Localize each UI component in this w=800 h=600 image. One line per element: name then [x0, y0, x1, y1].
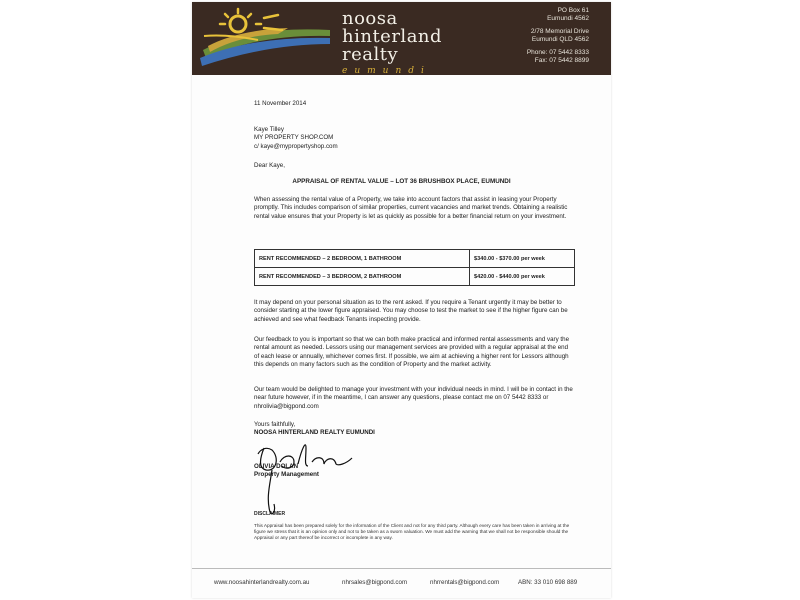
rent-table [254, 249, 575, 286]
sign-off: Yours faithfully, [254, 421, 296, 428]
disclaimer-title: DISCLAIMER [254, 511, 286, 517]
letterhead [192, 2, 611, 75]
brand-name [342, 10, 442, 76]
recipient-email: c/ kaye@mypropertyshop.com [254, 142, 338, 150]
brand-line-2: hinterland [342, 26, 443, 47]
table-row [255, 250, 575, 268]
letter-page [192, 2, 611, 598]
signer-role: Property Management [254, 471, 319, 479]
brand-line-1: noosa [342, 8, 398, 29]
paragraph-1: When assessing the rental value of a Property, we take into account factors that assist in leasing your Property promptly. This includes comparison of similar properties, current vacancies and market trends. Obtaining a realistic rental value ensures that your Property is let as quickly as possible for a better financial return on your investment. [254, 196, 568, 220]
footer-sales-email: nhrsales@bigpond.com [342, 579, 408, 586]
rent-label: RENT RECOMMENDED – 3 BEDROOM, 2 BATHROOM [255, 268, 470, 286]
paragraph-3: Our feedback to you is important so that we can both make practical and informed rental assessments and vary the rental amount as needed. Lessors using our management services are provided with a regular appraisal at the end of each lease or annually, whichever comes first. If possible, we aim at achieving a higher rent for Lessors although this depends on many factors such as the condition of Property and the market activity. [254, 336, 570, 369]
brand-sub: eumundi [342, 66, 431, 76]
closing-company: NOOSA HINTERLAND REALTY EUMUNDI [254, 429, 375, 437]
street-town: Eumundi QLD 4562 [531, 36, 589, 43]
disclaimer-text: This Appraisal has been prepared solely for the information of the Client and not for any third party. Although every care has been taken in arriving at the figure we stress that it is an opinion only and not to be taken as a sworn valuation. We must add the warning that we shall not be responsible should the Appraisal or any part thereof be incorrect or incomplete in any way. [254, 523, 570, 541]
sun-hills-logo-icon [198, 6, 333, 68]
letter-date: 11 November 2014 [254, 100, 307, 107]
footer-website: www.noosahinterlandrealty.com.au [214, 579, 310, 586]
fax: Fax: 07 5442 8899 [534, 57, 589, 64]
rent-amount: $420.00 - $440.00 per week [470, 268, 575, 286]
signer-name: OLIVIA DOLAN [254, 463, 299, 470]
greeting: Dear Kaye, [254, 162, 285, 169]
po-town: Eumundi 4562 [547, 15, 589, 22]
po-box: PO Box 61 [557, 7, 589, 14]
footer-rentals-email: nhrrentals@bigpond.com [430, 579, 500, 586]
paragraph-4: Our team would be delighted to manage your investment with your individual needs in mind. I will be in contact in the near future however, if in the meantime, I can answer any questions, please contact me on 07 5442 8333 or nhrolivia@bigpond.com [254, 386, 573, 410]
letterhead-contact [527, 7, 589, 65]
table-row [255, 268, 575, 286]
footer-abn: ABN: 33 010 698 889 [518, 579, 578, 586]
recipient-name: Kaye Tilley [254, 126, 284, 133]
recipient-block [254, 126, 338, 151]
signer-block [254, 463, 319, 480]
phone: Phone: 07 5442 8333 [526, 49, 589, 56]
paragraph-2: It may depend on your personal situation as to the rent asked. If you require a Tenant urgently it may be better to consider starting at the lower figure appraised. You may choose to test the market to see if the higher figure can be achieved and see what feedback Tenants inspecting provide. [254, 299, 568, 323]
recipient-company: MY PROPERTY SHOP.COM [254, 134, 334, 142]
brand-line-3: realty [342, 44, 399, 65]
rent-label: RENT RECOMMENDED – 2 BEDROOM, 1 BATHROOM [255, 250, 470, 268]
footer [192, 568, 611, 593]
letter-subject: APPRAISAL OF RENTAL VALUE – LOT 36 BRUSHBOX PLACE, EUMUNDI [292, 178, 511, 185]
street-address: 2/78 Memorial Drive [530, 28, 589, 35]
rent-amount: $340.00 - $370.00 per week [470, 250, 575, 268]
